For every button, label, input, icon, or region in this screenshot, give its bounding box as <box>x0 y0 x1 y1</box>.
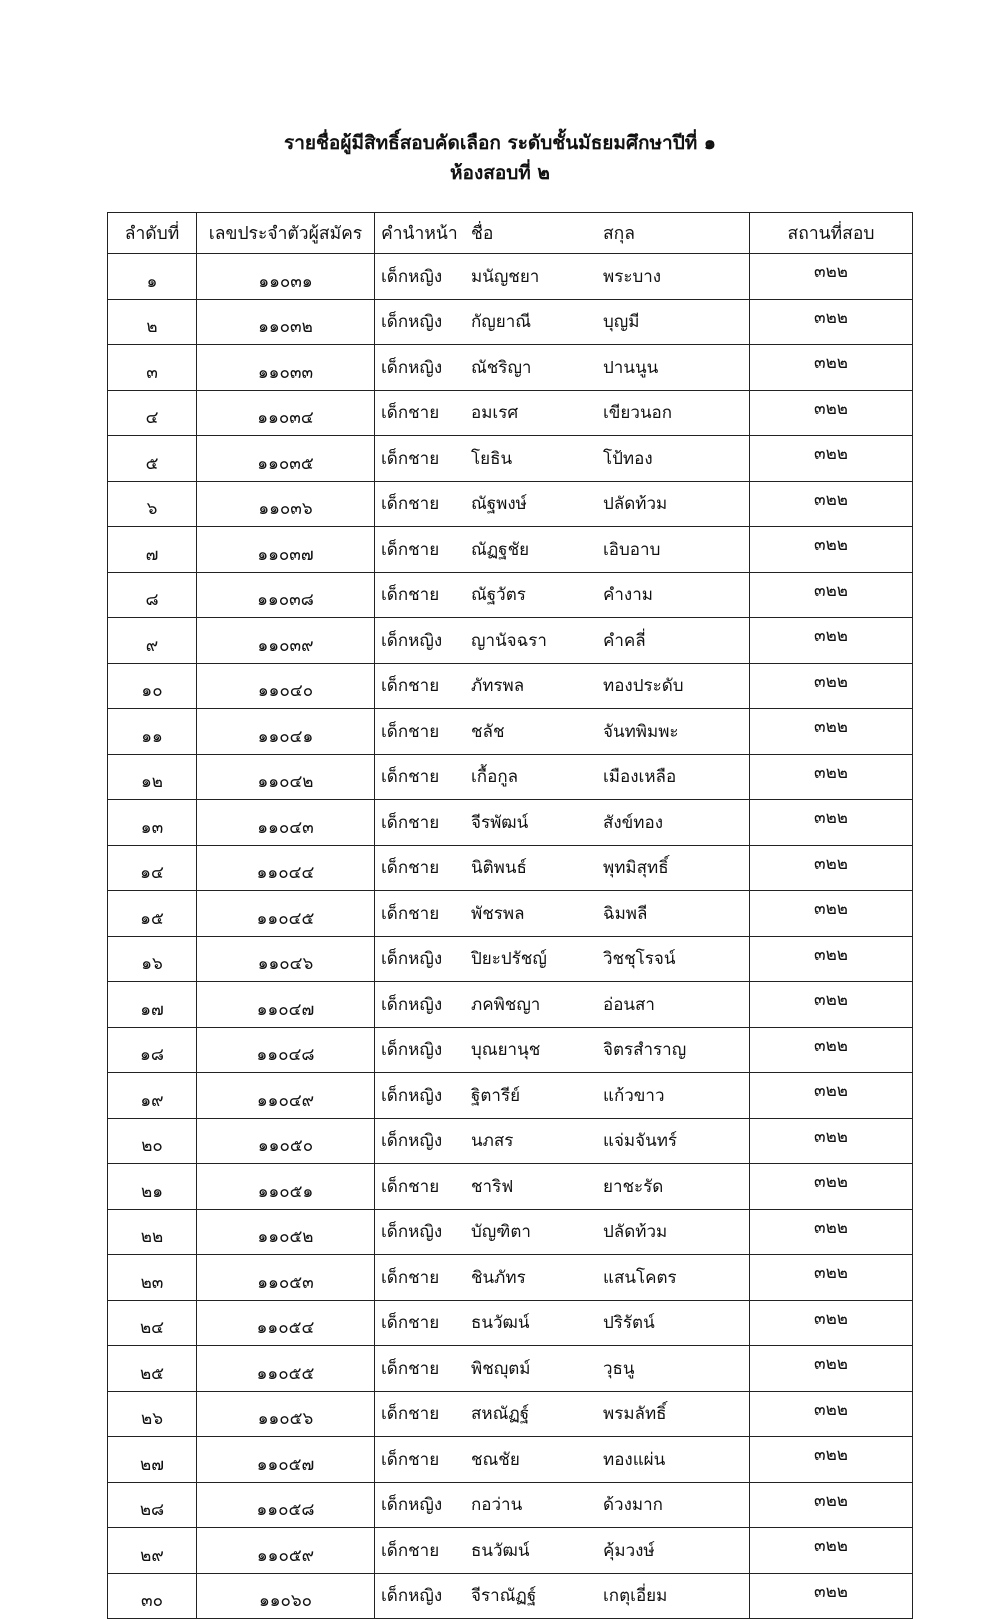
cell-no: ๒๔ <box>108 1300 197 1346</box>
cell-applicant-id: ๑๑๐๔๐ <box>197 663 375 709</box>
cell-first-name: บัญฑิตา <box>471 1222 531 1243</box>
cell-prefix: เด็กหญิง <box>381 1222 443 1243</box>
cell-prefix: เด็กหญิง <box>381 357 443 378</box>
cell-applicant-id: ๑๑๐๔๑ <box>197 709 375 755</box>
cell-prefix: เด็กชาย <box>381 448 440 469</box>
table-row <box>108 709 913 755</box>
cell-no: ๒๓ <box>108 1255 197 1301</box>
cell-prefix: เด็กหญิง <box>381 1040 443 1061</box>
cell-no: ๑๐ <box>108 663 197 709</box>
cell-last-name: วิชชุโรจน์ <box>603 949 676 970</box>
cell-exam-site: ๓๒๒ <box>750 1209 913 1255</box>
cell-first-name: นภสร <box>471 1131 514 1152</box>
table-row <box>108 1209 913 1255</box>
cell-no: ๓ <box>108 345 197 391</box>
cell-name <box>375 709 750 755</box>
table-row <box>108 1573 913 1619</box>
cell-prefix: เด็กหญิง <box>381 994 443 1015</box>
cell-name <box>375 1482 750 1528</box>
table-row <box>108 1164 913 1210</box>
cell-last-name: พรมลัทธิ์ <box>603 1404 667 1425</box>
cell-exam-site: ๓๒๒ <box>750 527 913 573</box>
table-row <box>108 1528 913 1574</box>
cell-first-name: โยธิน <box>471 448 513 469</box>
cell-name <box>375 1528 750 1574</box>
cell-applicant-id: ๑๑๐๔๙ <box>197 1073 375 1119</box>
cell-prefix: เด็กชาย <box>381 767 440 788</box>
cell-last-name: ปลัดท้วม <box>603 494 668 515</box>
cell-name <box>375 1346 750 1392</box>
cell-exam-site: ๓๒๒ <box>750 982 913 1028</box>
cell-exam-site: ๓๒๒ <box>750 663 913 709</box>
cell-last-name: จันทพิมพะ <box>603 721 679 742</box>
cell-first-name: บุณยานุช <box>471 1040 541 1061</box>
cell-exam-site: ๓๒๒ <box>750 709 913 755</box>
cell-no: ๒๐ <box>108 1118 197 1164</box>
cell-last-name: เกตุเอี่ยม <box>603 1586 668 1607</box>
cell-prefix: เด็กหญิง <box>381 1131 443 1152</box>
cell-exam-site: ๓๒๒ <box>750 754 913 800</box>
cell-applicant-id: ๑๑๐๔๘ <box>197 1027 375 1073</box>
cell-applicant-id: ๑๑๐๕๓ <box>197 1255 375 1301</box>
cell-exam-site: ๓๒๒ <box>750 936 913 982</box>
cell-prefix: เด็กชาย <box>381 1449 440 1470</box>
cell-prefix: เด็กชาย <box>381 1540 440 1561</box>
cell-applicant-id: ๑๑๐๓๑ <box>197 254 375 300</box>
cell-last-name: แก้วขาว <box>603 1085 665 1106</box>
cell-first-name: กัญยาณี <box>471 312 532 333</box>
cell-name <box>375 436 750 482</box>
cell-first-name: ณัฐพงษ์ <box>471 494 527 515</box>
cell-exam-site: ๓๒๒ <box>750 390 913 436</box>
cell-no: ๔ <box>108 390 197 436</box>
cell-exam-site: ๓๒๒ <box>750 800 913 846</box>
cell-prefix: เด็กชาย <box>381 539 440 560</box>
cell-name <box>375 754 750 800</box>
column-header-no: ลำดับที่ <box>108 213 197 254</box>
page-title: รายชื่อผู้มีสิทธิ์สอบคัดเลือก ระดับชั้นมัธยมศึกษาปีที่ ๑ <box>284 132 716 154</box>
cell-exam-site: ๓๒๒ <box>750 618 913 664</box>
cell-applicant-id: ๑๑๐๓๙ <box>197 618 375 664</box>
cell-prefix: เด็กชาย <box>381 1358 440 1379</box>
cell-applicant-id: ๑๑๐๕๕ <box>197 1346 375 1392</box>
column-header-name <box>375 213 750 254</box>
cell-last-name: ทองประดับ <box>603 676 684 697</box>
cell-prefix: เด็กชาย <box>381 1176 440 1197</box>
cell-last-name: เมืองเหลือ <box>603 767 677 788</box>
cell-applicant-id: ๑๑๐๕๘ <box>197 1482 375 1528</box>
cell-prefix: เด็กหญิง <box>381 312 443 333</box>
cell-no: ๕ <box>108 436 197 482</box>
column-header-prefix: คำนำหน้า <box>381 224 458 244</box>
cell-first-name: ชลัช <box>471 721 505 742</box>
cell-last-name: ยาชะรัด <box>603 1176 664 1197</box>
cell-exam-site: ๓๒๒ <box>750 299 913 345</box>
column-header-first: ชื่อ <box>471 224 494 244</box>
cell-last-name: ทองแผ่น <box>603 1449 666 1470</box>
cell-exam-site: ๓๒๒ <box>750 1164 913 1210</box>
table-row <box>108 1391 913 1437</box>
cell-last-name: แจ่มจันทร์ <box>603 1131 678 1152</box>
cell-last-name: เอิบอาบ <box>603 539 661 560</box>
cell-no: ๙ <box>108 618 197 664</box>
cell-no: ๒๗ <box>108 1437 197 1483</box>
cell-applicant-id: ๑๑๐๓๓ <box>197 345 375 391</box>
cell-first-name: ภัทรพล <box>471 676 525 697</box>
cell-name <box>375 1300 750 1346</box>
cell-name <box>375 1573 750 1619</box>
cell-no: ๑ <box>108 254 197 300</box>
cell-last-name: แสนโคตร <box>603 1267 677 1288</box>
cell-first-name: พัชรพล <box>471 903 525 924</box>
cell-applicant-id: ๑๑๐๔๔ <box>197 845 375 891</box>
cell-first-name: จีราณัฏฐ์ <box>471 1586 537 1607</box>
cell-name <box>375 663 750 709</box>
cell-name <box>375 527 750 573</box>
table-row <box>108 572 913 618</box>
cell-last-name: พุทมิสุทธิ์ <box>603 858 669 879</box>
cell-name <box>375 1437 750 1483</box>
table-row <box>108 1346 913 1392</box>
page-subtitle: ห้องสอบที่ ๒ <box>450 162 550 184</box>
cell-name <box>375 982 750 1028</box>
cell-name <box>375 1073 750 1119</box>
cell-name <box>375 345 750 391</box>
cell-first-name: ภคพิชญา <box>471 994 541 1015</box>
table-row <box>108 982 913 1028</box>
cell-first-name: มนัญชยา <box>471 266 540 287</box>
cell-last-name: โป้ทอง <box>603 448 653 469</box>
cell-applicant-id: ๑๑๐๓๖ <box>197 481 375 527</box>
cell-no: ๑๕ <box>108 891 197 937</box>
cell-applicant-id: ๑๑๐๔๖ <box>197 936 375 982</box>
cell-name <box>375 1027 750 1073</box>
cell-name <box>375 1391 750 1437</box>
cell-name <box>375 299 750 345</box>
cell-name <box>375 1255 750 1301</box>
cell-no: ๗ <box>108 527 197 573</box>
cell-exam-site: ๓๒๒ <box>750 1118 913 1164</box>
cell-applicant-id: ๑๑๐๓๔ <box>197 390 375 436</box>
cell-no: ๑๘ <box>108 1027 197 1073</box>
cell-exam-site: ๓๒๒ <box>750 254 913 300</box>
cell-no: ๑๔ <box>108 845 197 891</box>
cell-exam-site: ๓๒๒ <box>750 436 913 482</box>
cell-no: ๖ <box>108 481 197 527</box>
table-row <box>108 1255 913 1301</box>
table-row <box>108 436 913 482</box>
cell-exam-site: ๓๒๒ <box>750 1573 913 1619</box>
table-row <box>108 1073 913 1119</box>
table-row <box>108 345 913 391</box>
cell-applicant-id: ๑๑๐๔๕ <box>197 891 375 937</box>
cell-prefix: เด็กชาย <box>381 858 440 879</box>
cell-applicant-id: ๑๑๐๓๕ <box>197 436 375 482</box>
cell-first-name: ญานัจฉรา <box>471 630 547 651</box>
table-row <box>108 754 913 800</box>
cell-exam-site: ๓๒๒ <box>750 1073 913 1119</box>
cell-prefix: เด็กหญิง <box>381 949 443 970</box>
cell-no: ๒๖ <box>108 1391 197 1437</box>
cell-name <box>375 800 750 846</box>
table-row <box>108 845 913 891</box>
cell-name <box>375 1209 750 1255</box>
cell-prefix: เด็กชาย <box>381 721 440 742</box>
cell-name <box>375 254 750 300</box>
cell-last-name: คำงาม <box>603 585 653 606</box>
cell-last-name: ปลัดท้วม <box>603 1222 668 1243</box>
table-row <box>108 1118 913 1164</box>
cell-no: ๒๕ <box>108 1346 197 1392</box>
cell-prefix: เด็กหญิง <box>381 266 443 287</box>
cell-first-name: ธนวัฒน์ <box>471 1313 530 1334</box>
table-row <box>108 1482 913 1528</box>
cell-prefix: เด็กชาย <box>381 903 440 924</box>
cell-first-name: กอว่าน <box>471 1495 523 1516</box>
cell-applicant-id: ๑๑๐๓๒ <box>197 299 375 345</box>
cell-exam-site: ๓๒๒ <box>750 1346 913 1392</box>
cell-no: ๑๖ <box>108 936 197 982</box>
cell-exam-site: ๓๒๒ <box>750 1528 913 1574</box>
cell-exam-site: ๓๒๒ <box>750 1255 913 1301</box>
cell-no: ๑๓ <box>108 800 197 846</box>
cell-last-name: ฉิมพลี <box>603 903 648 924</box>
cell-last-name: คุ้มวงษ์ <box>603 1540 655 1561</box>
cell-no: ๒๑ <box>108 1164 197 1210</box>
cell-no: ๑๒ <box>108 754 197 800</box>
cell-last-name: สังข์ทอง <box>603 812 664 833</box>
cell-last-name: บุญมี <box>603 312 640 333</box>
cell-name <box>375 618 750 664</box>
cell-last-name: จิตรสำราญ <box>603 1040 687 1061</box>
cell-prefix: เด็กชาย <box>381 1404 440 1425</box>
cell-first-name: ปิยะปรัชญ์ <box>471 949 547 970</box>
cell-last-name: วุธนู <box>603 1358 635 1379</box>
cell-name <box>375 1164 750 1210</box>
cell-exam-site: ๓๒๒ <box>750 345 913 391</box>
cell-first-name: ชณชัย <box>471 1449 520 1470</box>
cell-prefix: เด็กชาย <box>381 1267 440 1288</box>
cell-name <box>375 572 750 618</box>
cell-prefix: เด็กหญิง <box>381 1495 443 1516</box>
cell-applicant-id: ๑๑๐๕๗ <box>197 1437 375 1483</box>
cell-first-name: นิติพนธ์ <box>471 858 527 879</box>
cell-last-name: ปริรัตน์ <box>603 1313 655 1334</box>
cell-prefix: เด็กชาย <box>381 585 440 606</box>
cell-exam-site: ๓๒๒ <box>750 1437 913 1483</box>
cell-exam-site: ๓๒๒ <box>750 845 913 891</box>
cell-name <box>375 936 750 982</box>
column-header-site: สถานที่สอบ <box>750 213 913 254</box>
table-row <box>108 663 913 709</box>
cell-no: ๑๑ <box>108 709 197 755</box>
cell-prefix: เด็กชาย <box>381 1313 440 1334</box>
cell-prefix: เด็กชาย <box>381 403 440 424</box>
cell-name <box>375 891 750 937</box>
cell-applicant-id: ๑๑๐๓๗ <box>197 527 375 573</box>
cell-no: ๒๒ <box>108 1209 197 1255</box>
cell-exam-site: ๓๒๒ <box>750 1027 913 1073</box>
cell-first-name: เกื้อกูล <box>471 767 519 788</box>
cell-prefix: เด็กชาย <box>381 494 440 515</box>
cell-first-name: ชาริฟ <box>471 1176 514 1197</box>
cell-prefix: เด็กหญิง <box>381 1586 443 1607</box>
cell-no: ๑๗ <box>108 982 197 1028</box>
table-row <box>108 1027 913 1073</box>
cell-first-name: พิชญุตม์ <box>471 1358 531 1379</box>
cell-first-name: ธนวัฒน์ <box>471 1540 530 1561</box>
cell-no: ๒ <box>108 299 197 345</box>
cell-first-name: ฐิตารีย์ <box>471 1085 521 1106</box>
cell-no: ๘ <box>108 572 197 618</box>
cell-first-name: อมเรศ <box>471 403 519 424</box>
cell-prefix: เด็กชาย <box>381 676 440 697</box>
candidate-table <box>107 212 913 1619</box>
cell-name <box>375 390 750 436</box>
cell-prefix: เด็กหญิง <box>381 1085 443 1106</box>
cell-applicant-id: ๑๑๐๔๒ <box>197 754 375 800</box>
cell-exam-site: ๓๒๒ <box>750 481 913 527</box>
cell-last-name: เขียวนอก <box>603 403 673 424</box>
cell-no: ๓๐ <box>108 1573 197 1619</box>
cell-applicant-id: ๑๑๐๕๐ <box>197 1118 375 1164</box>
table-row <box>108 618 913 664</box>
cell-exam-site: ๓๒๒ <box>750 891 913 937</box>
table-row <box>108 891 913 937</box>
cell-applicant-id: ๑๑๐๔๗ <box>197 982 375 1028</box>
cell-last-name: อ่อนสา <box>603 994 655 1015</box>
cell-first-name: ณัชริญา <box>471 357 532 378</box>
table-header-row <box>108 213 913 254</box>
cell-applicant-id: ๑๑๐๕๖ <box>197 1391 375 1437</box>
cell-applicant-id: ๑๑๐๕๒ <box>197 1209 375 1255</box>
cell-exam-site: ๓๒๒ <box>750 572 913 618</box>
cell-no: ๒๘ <box>108 1482 197 1528</box>
table-row <box>108 527 913 573</box>
cell-applicant-id: ๑๑๐๕๔ <box>197 1300 375 1346</box>
cell-prefix: เด็กชาย <box>381 812 440 833</box>
cell-exam-site: ๓๒๒ <box>750 1482 913 1528</box>
cell-no: ๒๙ <box>108 1528 197 1574</box>
cell-exam-site: ๓๒๒ <box>750 1300 913 1346</box>
column-header-last: สกุล <box>603 224 636 244</box>
cell-name <box>375 845 750 891</box>
cell-first-name: สหณัฏฐ์ <box>471 1404 530 1425</box>
cell-applicant-id: ๑๑๐๔๓ <box>197 800 375 846</box>
cell-exam-site: ๓๒๒ <box>750 1391 913 1437</box>
cell-prefix: เด็กหญิง <box>381 630 443 651</box>
table-row <box>108 254 913 300</box>
table-row <box>108 299 913 345</box>
column-header-id: เลขประจำตัวผู้สมัคร <box>197 213 375 254</box>
cell-no: ๑๙ <box>108 1073 197 1119</box>
cell-applicant-id: ๑๑๐๕๙ <box>197 1528 375 1574</box>
cell-last-name: คำคลี่ <box>603 630 646 651</box>
table-row <box>108 390 913 436</box>
cell-last-name: ปานนูน <box>603 357 659 378</box>
cell-name <box>375 481 750 527</box>
table-row <box>108 481 913 527</box>
table-row <box>108 1437 913 1483</box>
table-row <box>108 936 913 982</box>
cell-last-name: พระบาง <box>603 266 662 287</box>
cell-last-name: ด้วงมาก <box>603 1495 663 1516</box>
cell-first-name: ณัฏฐชัย <box>471 539 530 560</box>
cell-first-name: ชินภัทร <box>471 1267 526 1288</box>
table-row <box>108 1300 913 1346</box>
cell-applicant-id: ๑๑๐๖๐ <box>197 1573 375 1619</box>
table-body <box>108 254 913 1619</box>
cell-name <box>375 1118 750 1164</box>
cell-applicant-id: ๑๑๐๓๘ <box>197 572 375 618</box>
cell-first-name: ณัฐวัตร <box>471 585 526 606</box>
cell-applicant-id: ๑๑๐๕๑ <box>197 1164 375 1210</box>
cell-first-name: จีรพัฒน์ <box>471 812 529 833</box>
table-row <box>108 800 913 846</box>
